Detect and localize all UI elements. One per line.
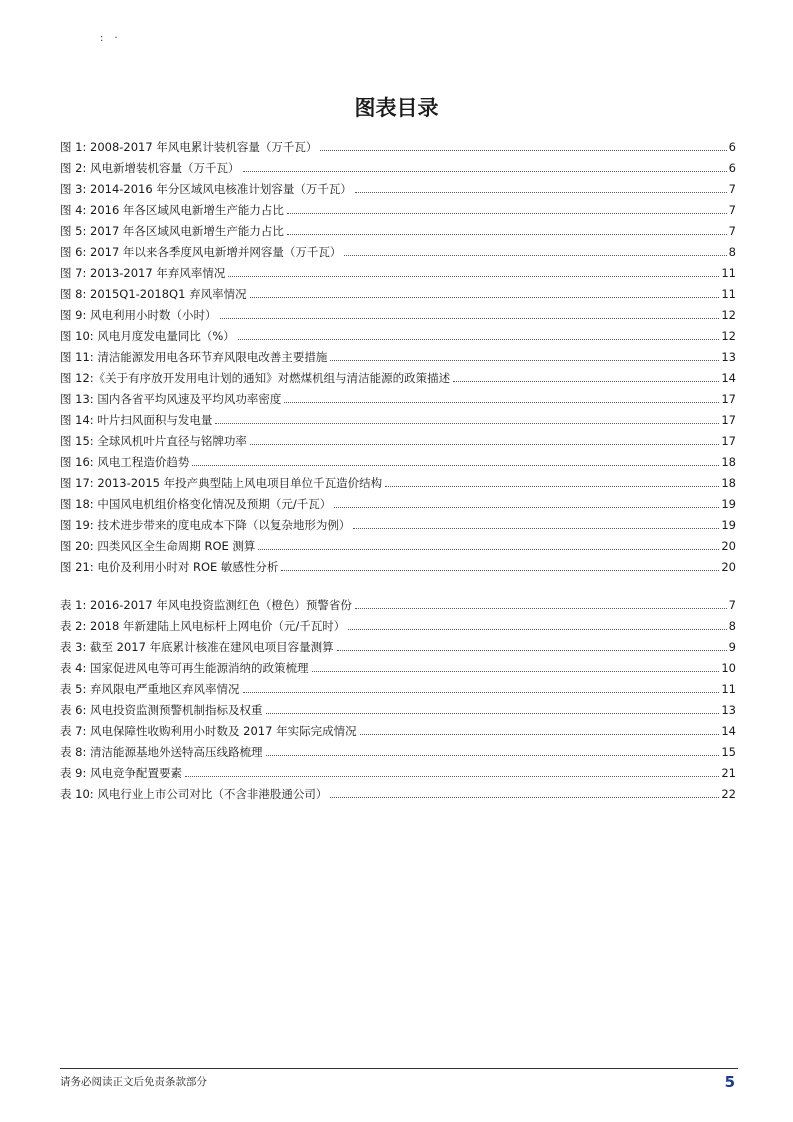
table-entry-label: 表 10: 风电行业上市公司对比（不含非港股通公司） — [60, 787, 328, 801]
dot-leader — [353, 528, 719, 529]
dot-leader — [284, 402, 719, 403]
figure-entry-page: 17 — [721, 434, 736, 448]
figure-entry[interactable] — [60, 133, 736, 154]
figure-entry-page: 7 — [728, 224, 736, 238]
figure-entry[interactable] — [60, 511, 736, 532]
dot-leader — [243, 692, 720, 693]
table-entry-label: 表 5: 弃风限电严重地区弃风率情况 — [60, 682, 240, 696]
figure-entry[interactable] — [60, 196, 736, 217]
table-entry[interactable] — [60, 717, 736, 738]
page-number: 5 — [724, 1073, 735, 1091]
table-entry-page: 11 — [721, 682, 736, 696]
table-entry-label: 表 7: 风电保障性收购利用小时数及 2017 年实际完成情况 — [60, 724, 357, 738]
table-entry[interactable] — [60, 633, 736, 654]
table-entry-page: 7 — [728, 598, 736, 612]
figure-entry-page: 20 — [721, 539, 736, 553]
figure-list — [60, 133, 736, 574]
dot-leader — [355, 192, 727, 193]
table-entry-page: 15 — [721, 745, 736, 759]
figure-entry-page: 7 — [728, 203, 736, 217]
figure-entry[interactable] — [60, 259, 736, 280]
figure-entry-page: 18 — [721, 476, 736, 490]
dot-leader — [330, 360, 719, 361]
table-entry-label: 表 8: 清洁能源基地外送特高压线路梳理 — [60, 745, 263, 759]
figure-entry[interactable] — [60, 427, 736, 448]
dot-leader — [220, 318, 720, 319]
figure-entry-label: 图 9: 风电利用小时数（小时） — [60, 308, 217, 322]
figure-entry-page: 12 — [721, 329, 736, 343]
figure-entry[interactable] — [60, 322, 736, 343]
table-entry-page: 10 — [721, 661, 736, 675]
figure-entry[interactable] — [60, 280, 736, 301]
dot-leader — [250, 444, 720, 445]
table-entry[interactable] — [60, 780, 736, 801]
figure-entry-label: 图 12:《关于有序放开发用电计划的通知》对燃煤机组与清洁能源的政策描述 — [60, 371, 451, 385]
figure-entry[interactable] — [60, 448, 736, 469]
dot-leader — [215, 423, 719, 424]
figure-entry-label: 图 8: 2015Q1-2018Q1 弃风率情况 — [60, 287, 247, 301]
table-entry-label: 表 4: 国家促进风电等可再生能源消纳的政策梳理 — [60, 661, 309, 675]
table-entry[interactable] — [60, 759, 736, 780]
figure-entry[interactable] — [60, 154, 736, 175]
dot-leader — [385, 486, 719, 487]
dot-leader — [266, 713, 720, 714]
figure-entry-label: 图 16: 风电工程造价趋势 — [60, 455, 190, 469]
figure-entry-label: 图 3: 2014-2016 年分区域风电核准计划容量（万千瓦） — [60, 182, 352, 196]
dot-leader — [243, 171, 727, 172]
dot-leader — [330, 797, 719, 798]
figure-entry[interactable] — [60, 301, 736, 322]
figure-entry-page: 18 — [721, 455, 736, 469]
figure-entry-page: 14 — [721, 371, 736, 385]
dot-leader — [238, 339, 720, 340]
dot-leader — [334, 507, 719, 508]
figure-entry-page: 20 — [721, 560, 736, 574]
figure-entry-label: 图 15: 全球风机叶片直径与铭牌功率 — [60, 434, 247, 448]
table-entry-label: 表 1: 2016-2017 年风电投资监测红色（橙色）预警省份 — [60, 598, 352, 612]
dot-leader — [287, 234, 727, 235]
figure-entry-label: 图 5: 2017 年各区域风电新增生产能力占比 — [60, 224, 284, 238]
dot-leader — [281, 570, 719, 571]
figure-entry-page: 19 — [721, 518, 736, 532]
figure-entry-label: 图 4: 2016 年各区域风电新增生产能力占比 — [60, 203, 284, 217]
dot-leader — [192, 465, 719, 466]
dot-leader — [228, 276, 719, 277]
figure-entry[interactable] — [60, 217, 736, 238]
figure-entry[interactable] — [60, 406, 736, 427]
dot-leader — [266, 755, 720, 756]
figure-entry-label: 图 13: 国内各省平均风速及平均风功率密度 — [60, 392, 282, 406]
table-entry-page: 9 — [728, 640, 736, 654]
dot-leader — [312, 671, 720, 672]
figure-entry-page: 11 — [721, 287, 736, 301]
figure-entry-page: 6 — [728, 161, 736, 175]
figure-entry-label: 图 21: 电价及利用小时对 ROE 敏感性分析 — [60, 560, 279, 574]
figure-entry-page: 7 — [728, 182, 736, 196]
figure-entry-page: 8 — [728, 245, 736, 259]
header-mark: : · — [100, 33, 122, 44]
table-entry-page: 13 — [721, 703, 736, 717]
table-entry[interactable] — [60, 675, 736, 696]
footer-divider — [60, 1068, 738, 1069]
table-entry-page: 8 — [728, 619, 736, 633]
table-entry-label: 表 9: 风电竞争配置要素 — [60, 766, 183, 780]
table-entry[interactable] — [60, 591, 736, 612]
figure-entry[interactable] — [60, 343, 736, 364]
figure-entry-label: 图 6: 2017 年以来各季度风电新增并网容量（万千瓦） — [60, 245, 342, 259]
figure-entry[interactable] — [60, 175, 736, 196]
table-entry-page: 22 — [721, 787, 736, 801]
table-entry-label: 表 2: 2018 年新建陆上风电标杆上网电价（元/千瓦时） — [60, 619, 346, 633]
dot-leader — [348, 629, 726, 630]
figure-entry-label: 图 7: 2013-2017 年弃风率情况 — [60, 266, 226, 280]
figure-entry-page: 13 — [721, 350, 736, 364]
figure-entry-label: 图 2: 风电新增装机容量（万千瓦） — [60, 161, 240, 175]
figure-entry[interactable] — [60, 532, 736, 553]
figure-entry[interactable] — [60, 553, 736, 574]
table-entry-page: 21 — [721, 766, 736, 780]
figure-entry-page: 11 — [721, 266, 736, 280]
figure-entry-page: 17 — [721, 392, 736, 406]
table-entry[interactable] — [60, 612, 736, 633]
table-entry-label: 表 6: 风电投资监测预警机制指标及权重 — [60, 703, 263, 717]
footer-disclaimer: 请务必阅读正文后免责条款部分 — [60, 1076, 207, 1088]
figure-entry[interactable] — [60, 238, 736, 259]
table-entry-page: 14 — [721, 724, 736, 738]
figure-entry-label: 图 14: 叶片扫风面积与发电量 — [60, 413, 213, 427]
figure-entry-page: 19 — [721, 497, 736, 511]
figure-entry[interactable] — [60, 469, 736, 490]
figure-entry-label: 图 18: 中国风电机组价格变化情况及预期（元/千瓦） — [60, 497, 332, 511]
figure-entry-label: 图 19: 技术进步带来的度电成本下降（以复杂地形为例） — [60, 518, 351, 532]
dot-leader — [320, 150, 726, 151]
figure-entry[interactable] — [60, 385, 736, 406]
figure-entry-page: 12 — [721, 308, 736, 322]
figure-entry[interactable] — [60, 364, 736, 385]
dot-leader — [453, 381, 719, 382]
figure-entry-page: 6 — [728, 140, 736, 154]
dot-leader — [250, 297, 720, 298]
dot-leader — [287, 213, 727, 214]
figure-entry-label: 图 1: 2008-2017 年风电累计装机容量（万千瓦） — [60, 140, 318, 154]
table-entry-label: 表 3: 截至 2017 年底累计核准在建风电项目容量测算 — [60, 640, 334, 654]
table-entry[interactable] — [60, 654, 736, 675]
dot-leader — [360, 734, 720, 735]
figure-entry-label: 图 10: 风电月度发电量同比（%） — [60, 329, 235, 343]
figure-entry[interactable] — [60, 490, 736, 511]
dot-leader — [337, 650, 727, 651]
dot-leader — [258, 549, 719, 550]
figure-entry-label: 图 11: 清洁能源发用电各环节弃风限电改善主要措施 — [60, 350, 328, 364]
dot-leader — [344, 255, 726, 256]
page-title: 图表目录 — [354, 95, 439, 120]
figure-entry-page: 17 — [721, 413, 736, 427]
table-entry[interactable] — [60, 738, 736, 759]
dot-leader — [185, 776, 719, 777]
table-list — [60, 591, 736, 801]
table-entry[interactable] — [60, 696, 736, 717]
figure-entry-label: 图 17: 2013-2015 年投产典型陆上风电项目单位千瓦造价结构 — [60, 476, 383, 490]
figure-entry-label: 图 20: 四类风区全生命周期 ROE 测算 — [60, 539, 256, 553]
dot-leader — [355, 608, 727, 609]
